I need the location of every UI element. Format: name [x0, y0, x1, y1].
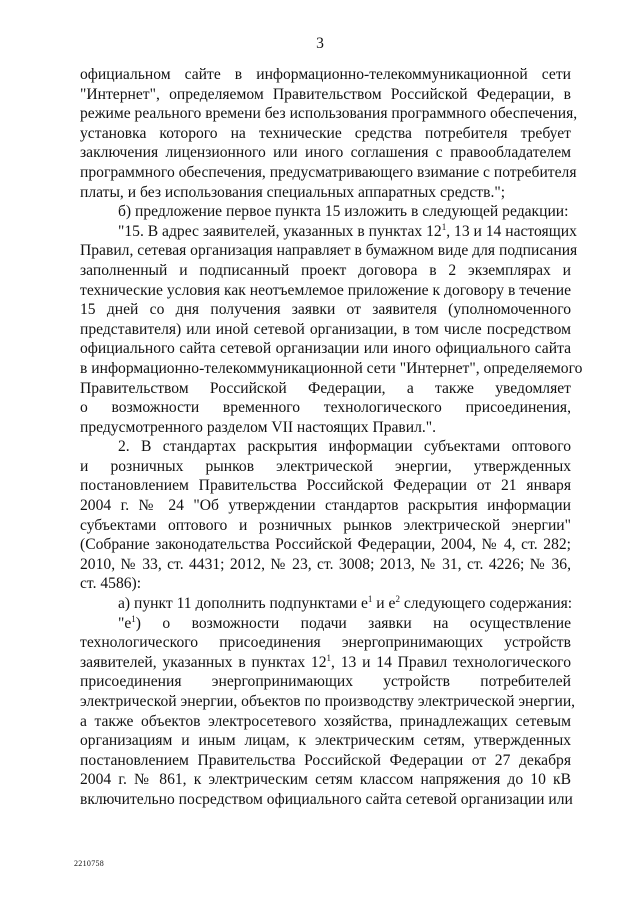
text-line: включительно посредством официального сайта сетевой организации или [80, 790, 573, 808]
text-line: в информационно-телекоммуникационной сети "Интернет", определяемого [80, 359, 583, 377]
text-line: и розничных рынков электрической энергии, утвержденных [80, 457, 571, 475]
text-line: заполненный и подписанный проект договора в 2 экземплярах и [80, 261, 571, 279]
paragraph-5 [80, 594, 571, 614]
paragraph-1 [80, 65, 578, 202]
text-fragment: "е [118, 614, 132, 632]
text-line: постановлением Правительства Российской Федерации от 27 декабря [80, 751, 571, 769]
text-line [80, 221, 577, 242]
superscript: 1 [326, 652, 332, 663]
document-code: 2210758 [74, 859, 105, 868]
text-line: установка которого на технические средства потребителя требует [80, 124, 571, 142]
text-line [80, 614, 571, 634]
text-line: 2. В стандартах раскрытия информации субъектами оптового [118, 438, 571, 456]
superscript: 1 [367, 594, 373, 605]
text-line: о возможности временного технологического присоединения, [80, 399, 571, 417]
text-line: официальном сайте в информационно-телекоммуникационной сети [80, 66, 571, 83]
text-line: технологического присоединения энергопринимающих устройств [80, 634, 571, 652]
paragraph-4 [80, 437, 571, 594]
text-line: "Интернет", определяемом Правительством Российской Федерации, в [80, 85, 571, 103]
text-line: официального сайта сетевой организации или иного официального сайта [80, 340, 571, 358]
text-line: электрической энергии, объектов по производству электрической энергии, [80, 693, 576, 710]
text-line: ст. 4586): [80, 575, 142, 593]
text-line: субъектами оптового и розничных рынков электрической энергии" [80, 516, 571, 534]
text-line: 2004 г. № 24 "Об утверждении стандартов раскрытия информации [80, 497, 571, 515]
text-fragment: , 13 и 14 настоящих [446, 222, 577, 240]
text-line: Правительством Российской Федерации, а также уведомляет [80, 379, 571, 397]
text-line: платы, и без использования специальных аппаратных средств."; [80, 183, 506, 201]
text-line: 2004 г. № 861, к электрическим сетям классом напряжения до 10 кВ [80, 771, 571, 789]
text-fragment: ) о возможности подачи заявки на осуществление [135, 614, 571, 632]
text-line: (Собрание законодательства Российской Федерации, 2004, № 4, ст. 282; [80, 536, 571, 554]
text-line: представителя) или иной сетевой организации, в том числе посредством [80, 320, 571, 338]
paragraph-3 [80, 221, 583, 438]
superscript: 1 [441, 221, 447, 232]
superscript: 1 [131, 613, 136, 624]
text-line: предусмотренного разделом VII настоящих Правил.". [80, 418, 437, 436]
text-line: организациям и иным лицам, к электрическим сетям, утвержденных [80, 732, 571, 750]
text-fragment: заявителей, указанных в пунктах 12 [80, 653, 327, 671]
superscript: 2 [395, 594, 400, 605]
text-line: Правил, сетевая организация направляет в бумажном виде для подписания [80, 242, 578, 260]
text-line: а также объектов электросетевого хозяйства, принадлежащих сетевым [80, 712, 571, 730]
text-fragment: "15. В адрес заявителей, указанных в пунктах 12 [118, 222, 442, 240]
text-fragment: следующего содержания: [399, 595, 573, 613]
text-line: программного обеспечения, предусматривающего взимание с потребителя [80, 163, 577, 181]
text-line: постановлением Правительства Российской Федерации от 21 января [80, 477, 571, 495]
paragraph-6 [80, 613, 576, 810]
page-number: 3 [316, 35, 324, 52]
text-line: заключения лицензионного или иного соглашения с правообладателем [80, 144, 571, 162]
document-body [80, 65, 583, 810]
paragraph-2: б) предложение первое пункта 15 изложить в следующей редакции: [118, 203, 569, 221]
text-fragment: , 13 и 14 Правил технологического [331, 653, 571, 671]
text-line: 2010, № 33, ст. 4431; 2012, № 23, ст. 3008; 2013, № 31, ст. 4226; № 36, [80, 555, 571, 573]
text-line: технические условия как неотъемлемое приложение к договору в течение [80, 281, 571, 299]
text-line: режиме реального времени без использования программного обеспечения, [80, 105, 578, 123]
text-line: 15 дней со дня получения заявки от заявителя (уполномоченного [80, 301, 571, 319]
text-line [80, 653, 571, 673]
text-fragment: а) пункт 11 дополнить подпунктами е [118, 595, 368, 613]
text-fragment: и е [372, 595, 396, 613]
text-line: присоединения энергопринимающих устройств потребителей [80, 673, 571, 691]
